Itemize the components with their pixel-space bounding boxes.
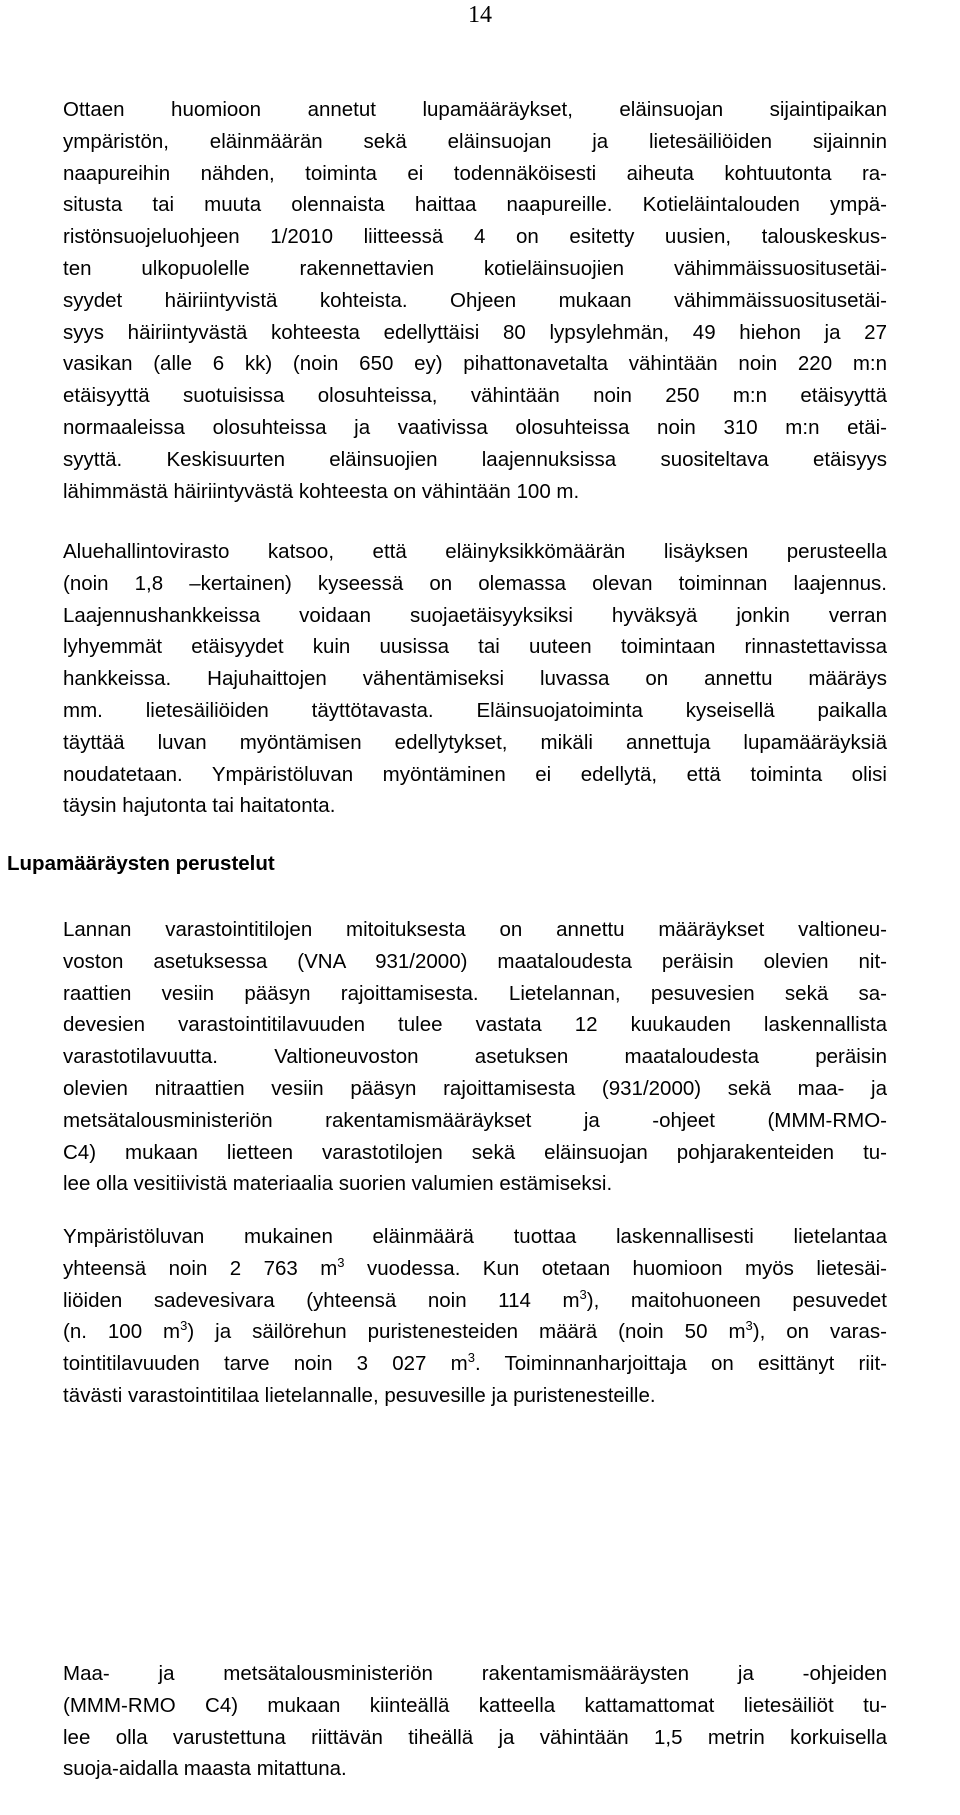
text-line: noudatetaan. Ympäristöluvan myöntäminen ei edellytä, että toiminta olisi	[63, 762, 887, 786]
text-line: naapureihin nähden, toiminta ei todennäköisesti aiheuta kohtuutonta ra-	[63, 161, 887, 185]
text-run: liöiden sadevesivara (yhteensä noin 114 m	[63, 1288, 580, 1312]
paragraph-2	[63, 536, 887, 822]
text-line: ympäristön, eläinmäärän sekä eläinsuojan ja lietesäiliöiden sijainnin	[63, 129, 887, 153]
text-line: syyttä. Keskisuurten eläinsuojien laajennuksissa suositeltava etäisyys	[63, 447, 887, 471]
text-line: etäisyyttä suotuisissa olosuhteissa, vähintään noin 250 m:n etäisyyttä	[63, 384, 887, 408]
text-line: syys häiriintyvästä kohteesta edellyttäisi 80 lypsylehmän, 49 hiehon ja 27	[63, 320, 887, 344]
text-line: normaaleissa olosuhteissa ja vaativissa olosuhteissa noin 310 m:n etäi-	[63, 415, 887, 439]
section-heading: Lupamääräysten perustelut	[7, 852, 275, 875]
text-line: vasikan (alle 6 kk) (noin 650 ey) pihattonavetalta vähintään noin 220 m:n	[63, 352, 887, 376]
text-run: . Toiminnanharjoittaja on esittänyt riit-	[474, 1352, 887, 1376]
text-line: (MMM-RMO C4) mukaan kiinteällä katteella kattamattomat lietesäiliöt tu-	[63, 1693, 887, 1717]
text-line: olevien nitraattien vesiin pääsyn rajoittamisesta (931/2000) sekä maa- ja	[63, 1076, 887, 1100]
text-line	[63, 1316, 887, 1348]
paragraph-5	[63, 1658, 887, 1785]
text-line: suoja-aidalla maasta mitattuna.	[63, 1757, 347, 1781]
text-run: ), on varas-	[752, 1320, 887, 1344]
text-run: ) ja säilörehun puristenesteiden määrä (noin 50 m	[187, 1320, 746, 1344]
text-line: Lannan varastointitilojen mitoituksesta on annettu määräykset valtioneu-	[63, 918, 887, 941]
text-line	[63, 1253, 887, 1285]
text-line: mm. lietesäiliöiden täyttötavasta. Eläinsuojatoiminta kyseisellä paikalla	[63, 698, 887, 722]
superscript: 3	[337, 1254, 345, 1270]
page-number: 14	[468, 2, 492, 28]
paragraph-4	[63, 1221, 887, 1412]
text-line: täysin hajutonta tai haitatonta.	[63, 794, 336, 818]
text-line	[63, 1285, 887, 1317]
text-line: Maa- ja metsätalousministeriön rakentamismääräysten ja -ohjeiden	[63, 1662, 887, 1685]
text-run: Ympäristöluvan mukainen eläinmäärä tuottaa laskennallisesti lietelantaa	[63, 1225, 887, 1248]
text-line: ristönsuojeluohjeen 1/2010 liitteessä 4 on esitetty uusien, talouskeskus-	[63, 225, 887, 249]
text-line	[63, 1348, 887, 1380]
text-run: tointitilavuuden tarve noin 3 027 m	[63, 1352, 468, 1376]
superscript: 3	[467, 1350, 475, 1366]
superscript: 3	[180, 1318, 188, 1334]
text-run: (n. 100 m	[63, 1320, 181, 1344]
text-run: vuodessa. Kun otetaan huomioon myös lietesäi-	[344, 1256, 887, 1280]
text-line: lyhyemmät etäisyydet kuin uusissa tai uuteen toimintaan rinnastettavissa	[63, 635, 887, 659]
text-line: metsätalousministeriön rakentamismääräykset ja -ohjeet (MMM-RMO-	[63, 1108, 887, 1132]
text-line: täyttää luvan myöntämisen edellytykset, mikäli annettuja lupamääräyksiä	[63, 730, 887, 754]
text-line: raattien vesiin pääsyn rajoittamisesta. Lietelannan, pesuvesien sekä sa-	[63, 981, 887, 1005]
text-line: Laajennushankkeissa voidaan suojaetäisyyksiksi hyväksyä jonkin verran	[63, 603, 887, 627]
paragraph-1	[63, 94, 887, 507]
text-run: tävästi varastointitilaa lietelannalle, pesuvesille ja puristenesteille.	[63, 1383, 656, 1407]
text-line: lee olla varustettuna riittävän tiheällä ja vähintään 1,5 metrin korkuisella	[63, 1725, 887, 1749]
text-line: Aluehallintovirasto katsoo, että eläinyksikkömäärän lisäyksen perusteella	[63, 540, 887, 563]
text-line	[63, 1380, 887, 1412]
superscript: 3	[745, 1318, 753, 1334]
text-line: hankkeissa. Hajuhaittojen vähentämiseksi luvassa on annettu määräys	[63, 667, 887, 691]
text-line: varastotilavuutta. Valtioneuvoston asetuksen maataloudesta peräisin	[63, 1045, 887, 1069]
text-line: Ottaen huomioon annetut lupamääräykset, eläinsuojan sijaintipaikan	[63, 98, 887, 121]
text-run: yhteensä noin 2 763 m	[63, 1256, 338, 1280]
text-run: ), maitohuoneen pesuvedet	[586, 1288, 887, 1312]
text-line: voston asetuksessa (VNA 931/2000) maataloudesta peräisin olevien nit-	[63, 949, 887, 973]
text-line: situsta tai muuta olennaista haittaa naapureille. Kotieläintalouden ympä-	[63, 193, 887, 217]
text-line: ten ulkopuolelle rakennettavien kotieläinsuojien vähimmäissuositusetäi-	[63, 256, 887, 280]
text-line: C4) mukaan lietteen varastotilojen sekä eläinsuojan pohjarakenteiden tu-	[63, 1140, 887, 1164]
text-line: lähimmästä häiriintyvästä kohteesta on vähintään 100 m.	[63, 479, 580, 503]
superscript: 3	[579, 1286, 587, 1302]
paragraph-3	[63, 914, 887, 1200]
text-line: (noin 1,8 –kertainen) kyseessä on olemassa olevan toiminnan laajennus.	[63, 571, 887, 595]
text-line	[63, 1221, 887, 1253]
text-line: syydet häiriintyvistä kohteista. Ohjeen mukaan vähimmäissuositusetäi-	[63, 288, 887, 312]
text-line: lee olla vesitiivistä materiaalia suorien valumien estämiseksi.	[63, 1172, 613, 1196]
text-line: devesien varastointitilavuuden tulee vastata 12 kuukauden laskennallista	[63, 1013, 887, 1037]
